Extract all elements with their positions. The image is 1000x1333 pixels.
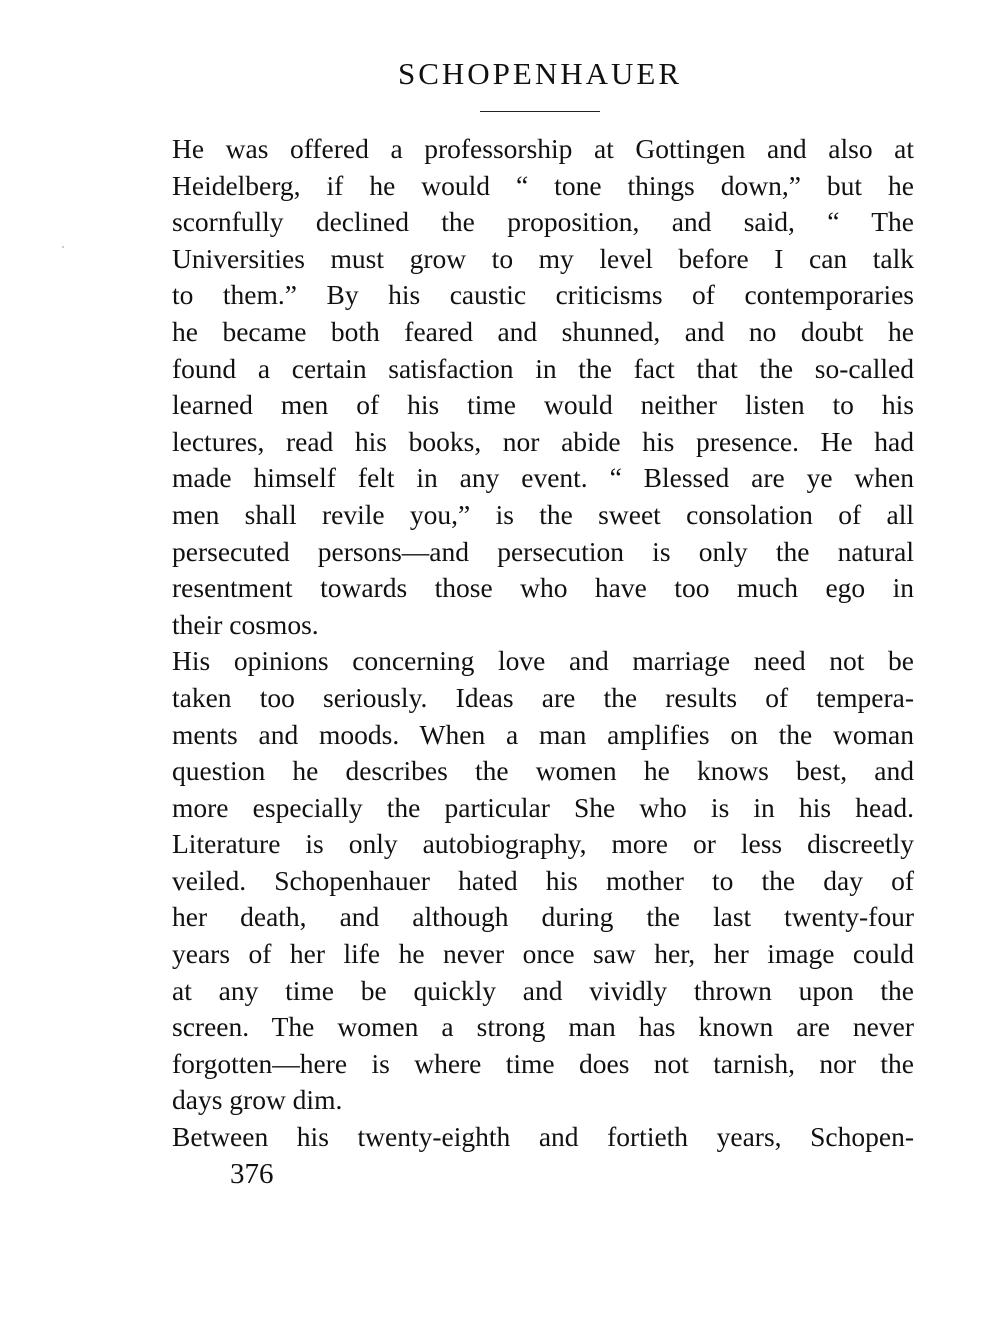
paragraph: [172, 1119, 914, 1156]
text-line: veiled. Schopenhauer hated his mother to the day of: [172, 864, 914, 896]
text-line: lectures, read his books, nor abide his presence. He had: [172, 425, 914, 457]
text-line: he became both feared and shunned, and no doubt he: [172, 315, 914, 347]
text-line: made himself felt in any event. “ Blessed are ye when: [172, 462, 914, 494]
text-line: her death, and although during the last twenty-four: [172, 901, 914, 933]
text-line: their cosmos.: [172, 608, 319, 640]
head-rule: [480, 111, 600, 112]
text-line: ments and moods. When a man amplifies on the woman: [172, 718, 914, 750]
text-line: more especially the particular She who is in his head.: [172, 791, 914, 823]
text-line: at any time be quickly and vividly thrown upon the: [172, 974, 914, 1006]
body-text: [172, 131, 914, 1156]
text-line: persecuted persons—and persecution is only the natural: [172, 535, 914, 567]
text-line: Between his twenty-eighth and fortieth years, Schopen-: [172, 1121, 914, 1153]
text-line: resentment towards those who have too much ego in: [172, 572, 914, 604]
text-line: learned men of his time would neither listen to his: [172, 389, 914, 421]
text-line: forgotten—here is where time does not tarnish, nor the: [172, 1047, 914, 1079]
page-number: 376: [230, 1158, 274, 1190]
text-line: His opinions concerning love and marriage need not be: [172, 645, 914, 677]
running-head: SCHOPENHAUER: [397, 56, 683, 91]
text-line: question he describes the women he knows best, and: [172, 755, 914, 787]
text-line: He was offered a professorship at Gottingen and also at: [172, 133, 914, 164]
text-line: taken too seriously. Ideas are the results of tempera-: [172, 681, 914, 713]
text-line: scornfully declined the proposition, and said, “ The: [172, 206, 914, 238]
text-line: found a certain satisfaction in the fact that the so-called: [172, 352, 914, 384]
paragraph: [172, 131, 914, 643]
scan-speck: [62, 246, 64, 248]
text-line: screen. The women a strong man has known are never: [172, 1011, 914, 1043]
text-line: to them.” By his caustic criticisms of contemporaries: [172, 279, 914, 311]
text-line: Universities must grow to my level before I can talk: [172, 242, 914, 274]
text-line: years of her life he never once saw her, her image could: [172, 938, 914, 970]
text-line: men shall revile you,” is the sweet consolation of all: [172, 498, 914, 530]
text-line: Heidelberg, if he would “ tone things down,” but he: [172, 169, 914, 201]
text-line: days grow dim.: [172, 1084, 343, 1116]
paragraph: [172, 643, 914, 1119]
text-line: Literature is only autobiography, more or less discreetly: [172, 828, 914, 860]
